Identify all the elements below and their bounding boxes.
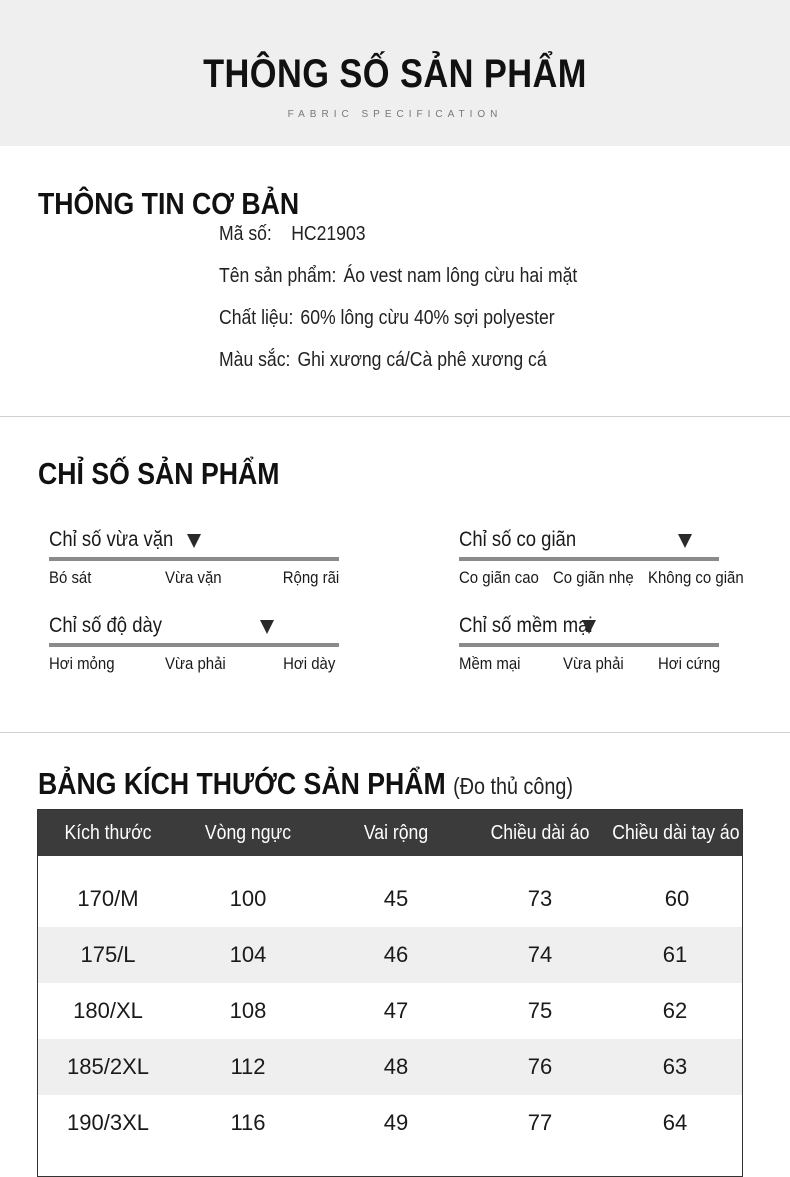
index-option: Hơi mỏng bbox=[49, 654, 115, 673]
table-cell: 47 bbox=[383, 998, 409, 1023]
column-header: Vòng ngực bbox=[204, 822, 292, 844]
table-row bbox=[38, 1095, 742, 1151]
table-cell: 116 bbox=[230, 1110, 266, 1135]
index-bar bbox=[459, 557, 719, 561]
index-option: Hơi dày bbox=[282, 654, 335, 673]
size-table-title: BẢNG KÍCH THƯỚC SẢN PHẨM bbox=[38, 766, 446, 801]
index-bar bbox=[49, 557, 339, 561]
table-cell: 74 bbox=[527, 942, 553, 967]
table-cell: 77 bbox=[527, 1110, 553, 1135]
indices-heading: CHỈ SỐ SẢN PHẨM bbox=[38, 456, 280, 491]
table-cell: 100 bbox=[229, 886, 267, 911]
table-row bbox=[38, 871, 742, 927]
info-row-code bbox=[219, 223, 366, 246]
info-label: Màu sắc: bbox=[219, 349, 291, 371]
basic-info-heading: THÔNG TIN CƠ BẢN bbox=[38, 186, 300, 221]
index-option: Co giãn nhẹ bbox=[553, 568, 634, 587]
page-title: THÔNG SỐ SẢN PHẨM bbox=[203, 52, 587, 96]
index-option: Vừa phải bbox=[165, 654, 226, 673]
table-cell: 45 bbox=[383, 886, 409, 911]
info-row-name bbox=[219, 265, 577, 288]
table-cell: 60 bbox=[664, 886, 690, 911]
info-value: HC21903 bbox=[291, 223, 366, 245]
info-label: Tên sản phẩm: bbox=[219, 265, 337, 287]
table-cell: 180/XL bbox=[73, 998, 143, 1023]
table-cell: 175/L bbox=[80, 942, 136, 967]
index-bar bbox=[49, 643, 339, 647]
page-subtitle: FABRIC SPECIFICATION bbox=[287, 109, 503, 120]
section-divider bbox=[0, 416, 790, 417]
table-cell: 75 bbox=[527, 998, 553, 1023]
info-row-color bbox=[219, 349, 547, 372]
index-option: Mềm mại bbox=[459, 654, 521, 673]
index-option: Vừa phải bbox=[563, 654, 624, 673]
table-cell: 112 bbox=[230, 1054, 266, 1079]
table-cell: 108 bbox=[229, 998, 267, 1023]
section-divider bbox=[0, 732, 790, 733]
size-table bbox=[37, 809, 743, 1177]
info-value: Ghi xương cá/Cà phê xương cá bbox=[297, 349, 547, 371]
table-cell: 185/2XL bbox=[67, 1054, 149, 1079]
table-cell: 170/M bbox=[77, 886, 139, 911]
info-label: Mã số: bbox=[219, 223, 272, 245]
table-cell: 62 bbox=[662, 998, 688, 1023]
table-cell: 64 bbox=[662, 1110, 688, 1135]
info-value: Áo vest nam lông cừu hai mặt bbox=[343, 265, 578, 287]
column-header: Vai rộng bbox=[363, 822, 429, 844]
table-cell: 73 bbox=[527, 886, 553, 911]
table-row bbox=[38, 983, 742, 1039]
index-label: Chỉ số vừa vặn bbox=[49, 528, 174, 551]
table-cell: 49 bbox=[383, 1110, 409, 1135]
table-cell: 104 bbox=[229, 942, 267, 967]
table-cell: 76 bbox=[527, 1054, 553, 1079]
info-row-material bbox=[219, 307, 555, 330]
page-header bbox=[0, 0, 790, 146]
table-row bbox=[38, 927, 742, 983]
index-option: Co giãn cao bbox=[459, 568, 539, 587]
index-option: Không co giãn bbox=[648, 568, 744, 587]
index-option: Bó sát bbox=[49, 568, 92, 587]
index-marker-icon bbox=[582, 620, 596, 634]
column-header: Chiều dài tay áo bbox=[612, 822, 740, 844]
index-label: Chỉ số mềm mại bbox=[459, 614, 593, 637]
table-cell: 190/3XL bbox=[67, 1110, 149, 1135]
index-label: Chỉ số co giãn bbox=[459, 528, 577, 551]
table-cell: 46 bbox=[383, 942, 409, 967]
info-value: 60% lông cừu 40% sợi polyester bbox=[300, 307, 555, 329]
column-header: Chiều dài áo bbox=[490, 822, 590, 844]
column-header: Kích thước bbox=[64, 822, 152, 844]
table-cell: 63 bbox=[662, 1054, 688, 1079]
size-table-note: (Đo thủ công) bbox=[453, 773, 574, 799]
index-option: Vừa vặn bbox=[165, 568, 222, 587]
index-option: Hơi cứng bbox=[658, 654, 721, 673]
index-option: Rộng rãi bbox=[282, 568, 339, 587]
index-marker-icon bbox=[187, 534, 201, 548]
table-header bbox=[38, 810, 742, 856]
table-cell: 61 bbox=[662, 942, 688, 967]
table-cell: 48 bbox=[383, 1054, 409, 1079]
info-label: Chất liệu: bbox=[219, 307, 294, 329]
size-table-heading bbox=[38, 766, 573, 802]
index-marker-icon bbox=[678, 534, 692, 548]
index-label: Chỉ số độ dày bbox=[49, 614, 163, 637]
index-bar bbox=[459, 643, 719, 647]
index-marker-icon bbox=[260, 620, 274, 634]
table-row bbox=[38, 1039, 742, 1095]
